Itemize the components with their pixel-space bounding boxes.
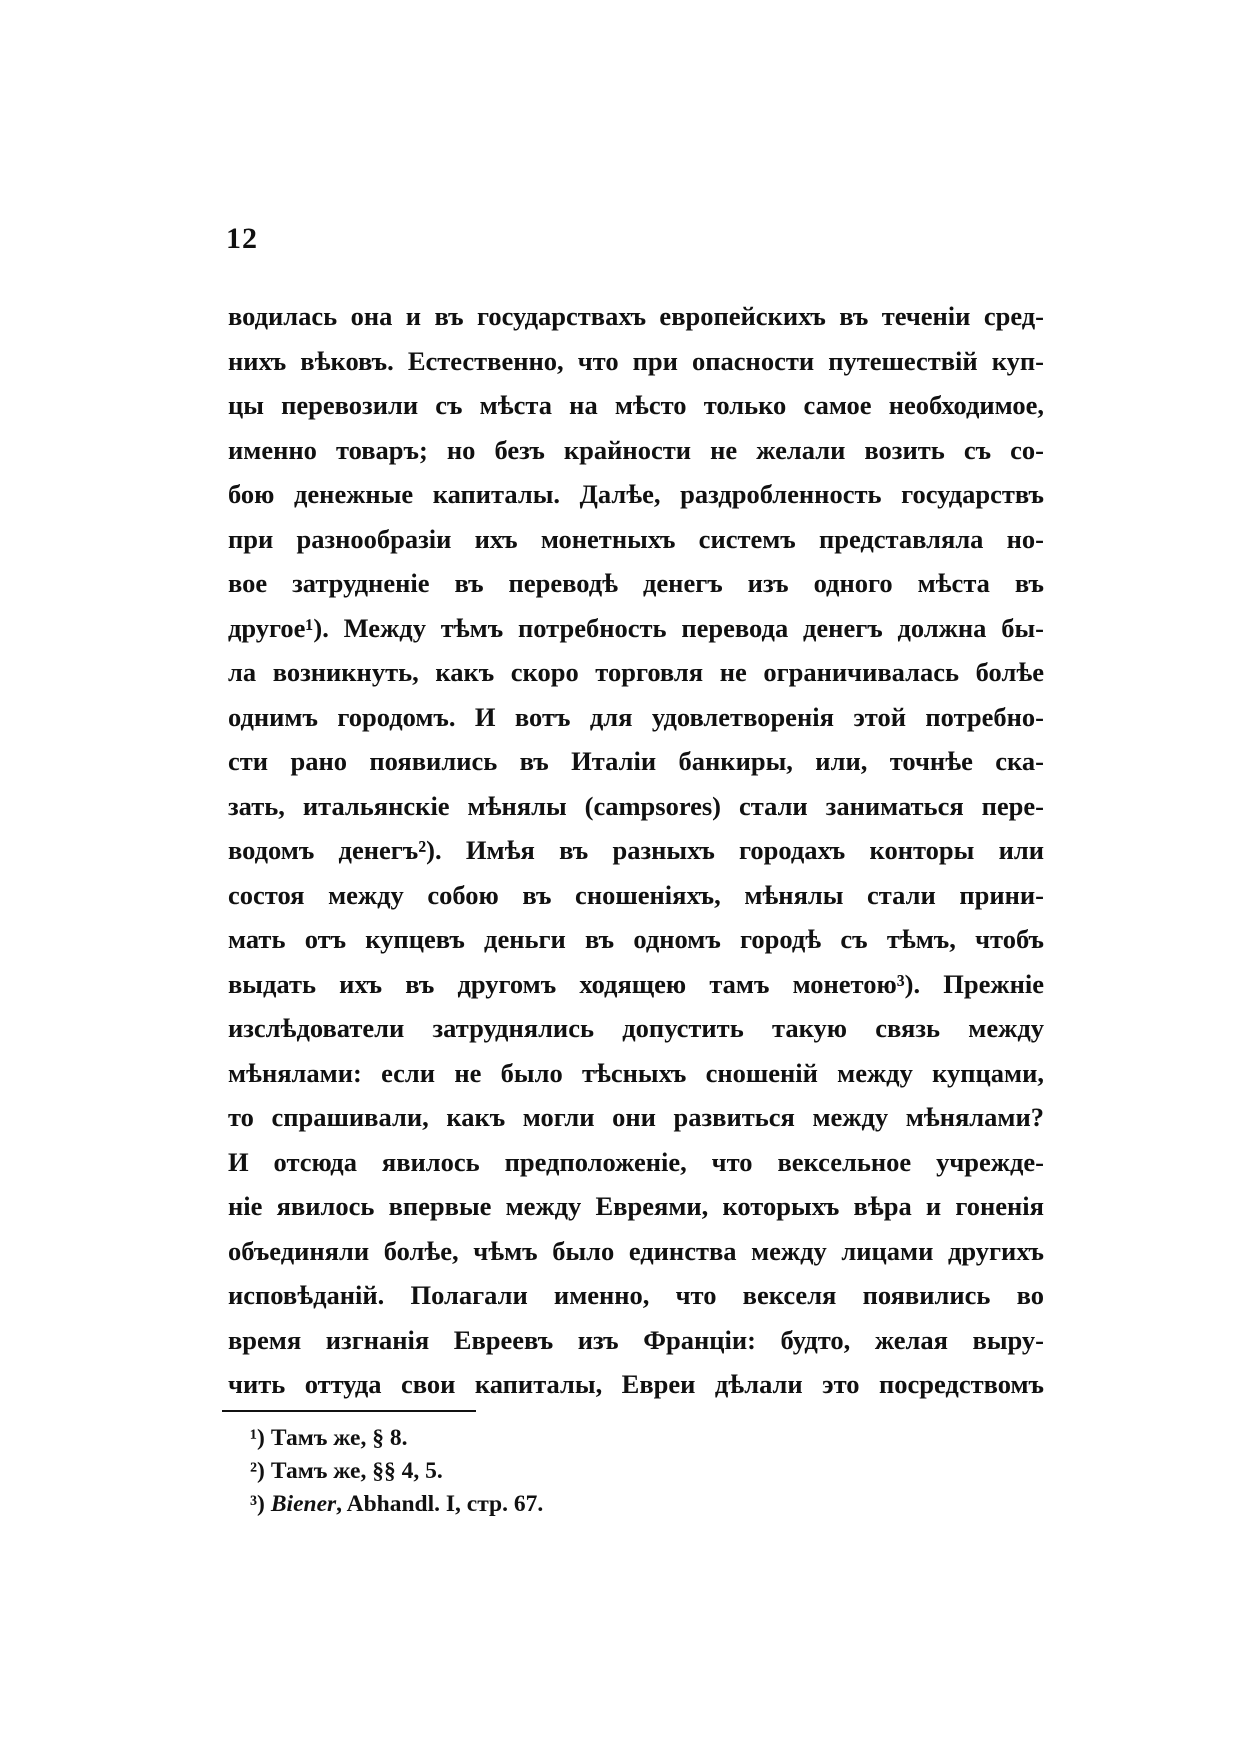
footnote-marker: ³) (250, 1491, 265, 1517)
footnote-text: Тамъ же, § 8. (270, 1425, 408, 1451)
text-line: вое затрудненіе въ переводѣ денегъ изъ одного мѣста въ (228, 568, 1044, 598)
text-line: цы перевозили съ мѣста на мѣсто только самое необходимое, (228, 390, 1044, 420)
text-line: при разнообразіи ихъ монетныхъ системъ представляла но- (228, 523, 1044, 554)
text-line: то спрашивали, какъ могли они развиться между мѣнялами? (228, 1102, 1044, 1132)
text-line: состоя между собою въ сношеніяхъ, мѣнялы стали прини- (228, 879, 1044, 910)
footnote (250, 1488, 750, 1521)
text-line: изслѣдователи затруднялись допустить такую связь между (228, 1013, 1044, 1043)
text-line: объединяли болѣе, чѣмъ было единства между лицами другихъ (228, 1235, 1044, 1266)
footnote-text: , Abhandl. I, стр. 67. (336, 1491, 544, 1517)
text-line: водилась она и въ государствахъ европейскихъ въ теченіи сред- (228, 301, 1044, 331)
text-line: время изгнанія Евреевъ изъ Франціи: будто, желая выру- (228, 1324, 1044, 1355)
footnotes (250, 1422, 750, 1521)
footnote-author: Biener (270, 1491, 337, 1517)
text-line: водомъ денегъ²). Имѣя въ разныхъ городахъ конторы или (228, 835, 1044, 865)
footnote-divider (222, 1410, 476, 1412)
text-line: ла возникнуть, какъ скоро торговля не ограничивалась болѣе (228, 657, 1044, 687)
page-number: 12 (226, 222, 258, 255)
text-line: И отсюда явилось предположеніе, что вексельное учрежде- (228, 1146, 1044, 1177)
text-line: исповѣданій. Полагали именно, что векселя появились во (228, 1280, 1044, 1310)
body-text (228, 294, 1044, 1407)
text-line: зать, итальянскіе мѣнялы (campsores) стали заниматься пере- (228, 790, 1044, 821)
text-line: бою денежные капиталы. Далѣе, раздробленность государствъ (228, 479, 1044, 509)
footnote (250, 1455, 750, 1488)
text-line: нихъ вѣковъ. Естественно, что при опасности путешествій куп- (228, 345, 1044, 376)
text-line: однимъ городомъ. И вотъ для удовлетворенія этой потребно- (228, 701, 1044, 732)
text-line: мѣнялами: если не было тѣсныхъ сношеній между купцами, (228, 1057, 1044, 1088)
footnote (250, 1422, 750, 1455)
text-line: сти рано появились въ Италіи банкиры, или, точнѣе ска- (228, 746, 1044, 776)
text-line: выдать ихъ въ другомъ ходящею тамъ монетою³). Прежніе (228, 968, 1044, 999)
text-line: другое¹). Между тѣмъ потребность перевода денегъ должна бы- (228, 612, 1044, 643)
footnote-marker: ¹) (250, 1425, 265, 1451)
text-line: ніе явилось впервые между Евреями, которыхъ вѣра и гоненія (228, 1191, 1044, 1221)
text-line: мать отъ купцевъ деньги въ одномъ городѣ съ тѣмъ, чтобъ (228, 924, 1044, 954)
footnote-marker: ²) (250, 1458, 265, 1484)
text-line: чить оттуда свои капиталы, Евреи дѣлали это посредствомъ (228, 1369, 1044, 1399)
text-line: именно товаръ; но безъ крайности не желали возить съ со- (228, 434, 1044, 465)
footnote-text: Тамъ же, §§ 4, 5. (270, 1458, 443, 1484)
